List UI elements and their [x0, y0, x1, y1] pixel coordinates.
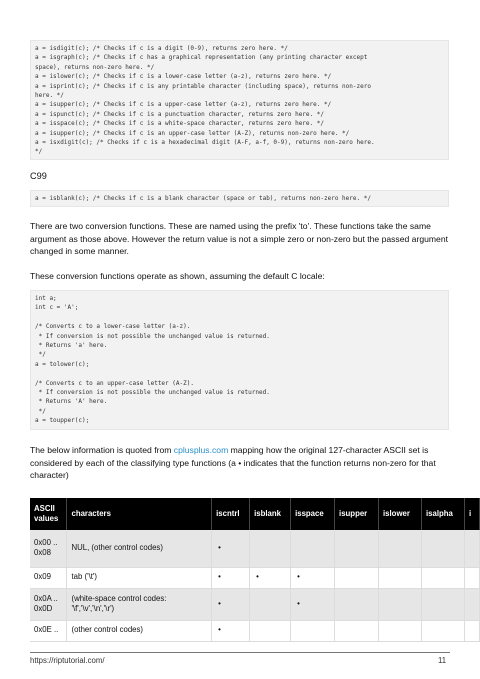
ascii-value-cell: 0x0E .. — [30, 620, 67, 641]
code-line: a = isxdigit(c); /* Checks if c is a hexadecimal digit (A-F, a-f, 0-9), returns non-zero here. — [35, 138, 375, 146]
page-number: 11 — [438, 656, 447, 665]
code-line: /* Converts c to a lower-case letter (a-z). — [35, 323, 191, 331]
code-line — [35, 313, 444, 322]
flag-cell — [335, 567, 379, 588]
code-line: a = tolower(c); — [35, 360, 90, 368]
flag-cell — [421, 620, 464, 641]
characters-cell: (other control codes) — [67, 620, 212, 641]
code-line: * Returns 'a' here. — [35, 341, 108, 349]
code-line: here. */ — [35, 91, 64, 99]
code-line: */ — [35, 351, 46, 359]
code-line: int a; — [35, 295, 57, 302]
flag-cell: • — [212, 530, 250, 567]
flag-cell — [250, 530, 291, 567]
column-header: i — [464, 498, 479, 530]
flag-cell — [464, 567, 479, 588]
code-block-classifiers — [30, 40, 449, 160]
code-line: a = isupper(c); /* Checks if c is an upper-case letter (A-Z), returns non-zero here. */ — [35, 129, 350, 137]
column-header: isspace — [291, 498, 335, 530]
paragraph-conversion-locale: These conversion functions operate as shown, assuming the default C locale: — [30, 271, 325, 281]
flag-cell — [250, 588, 291, 620]
code-line: a = isblank(c); /* Checks if c is a blank character (space or tab), returns non-zero here. */ — [35, 195, 371, 202]
characters-cell: tab ('\t') — [67, 567, 212, 588]
column-header: isupper — [335, 498, 379, 530]
table-row — [30, 567, 480, 588]
ascii-value-cell: 0x09 — [30, 567, 67, 588]
table-row — [30, 588, 480, 620]
code-line: space), returns non-zero here. */ — [35, 63, 155, 71]
section-heading-c99: C99 — [30, 171, 47, 181]
code-block-isblank — [30, 190, 449, 207]
characters-cell: NUL, (other control codes) — [67, 530, 212, 567]
code-line — [35, 369, 444, 378]
code-line: a = isdigit(c); /* Checks if c is a digit (0-9), returns zero here. */ — [35, 45, 288, 52]
flag-cell — [379, 530, 422, 567]
code-line: * Returns 'A' here. — [35, 398, 108, 406]
flag-cell — [291, 620, 335, 641]
footer-divider — [30, 652, 450, 653]
flag-cell: • — [291, 588, 335, 620]
flag-cell — [379, 588, 422, 620]
column-header: ASCII values — [30, 498, 67, 530]
code-line: a = toupper(c); — [35, 417, 90, 425]
flag-cell — [250, 620, 291, 641]
code-line: a = islower(c); /* Checks if c is a lower-case letter (a-z), returns zero here. */ — [35, 73, 332, 81]
table-header-row — [30, 498, 480, 530]
characters-cell: (white-space control codes: '\f','\v','\n','\r') — [67, 588, 212, 620]
code-line: */ — [35, 148, 43, 156]
paragraph-conversion-intro: There are two conversion functions. These are named using the prefix 'to'. These functions take the same argument as those above. However the return value is not a simple zero or non-zero but the passed argument changed in some manner. — [30, 221, 448, 257]
flag-cell — [464, 620, 479, 641]
code-line: a = isprint(c); /* Checks if c is any printable character (including space), returns non-zero — [35, 82, 371, 90]
table-row — [30, 620, 480, 641]
cplusplus-link[interactable]: cplusplus.com — [173, 445, 229, 455]
column-header: characters — [67, 498, 212, 530]
flag-cell — [379, 567, 422, 588]
flag-cell — [291, 530, 335, 567]
footer-url[interactable]: https://riptutorial.com/ — [30, 656, 105, 665]
quote-text-before: The below information is quoted from — [30, 445, 174, 455]
flag-cell — [421, 530, 464, 567]
flag-cell — [335, 530, 379, 567]
code-line: * If conversion is not possible the unchanged value is returned. — [35, 388, 270, 396]
flag-cell — [335, 588, 379, 620]
code-block-conversion — [30, 290, 449, 430]
paragraph-cplusplus-quote — [30, 444, 455, 482]
code-line: * If conversion is not possible the unchanged value is returned. — [35, 332, 270, 340]
code-line: a = isupper(c); /* Checks if c is a upper-case letter (a-z), returns zero here. */ — [35, 101, 332, 109]
column-header: isblank — [250, 498, 291, 530]
flag-cell: • — [212, 588, 250, 620]
ascii-value-cell: 0x0A .. 0x0D — [30, 588, 67, 620]
code-line: int c = 'A'; — [35, 304, 79, 312]
flag-cell — [421, 567, 464, 588]
flag-cell — [421, 588, 464, 620]
flag-cell — [335, 620, 379, 641]
flag-cell — [379, 620, 422, 641]
ascii-classification-table — [30, 498, 480, 642]
flag-cell: • — [212, 567, 250, 588]
code-line: a = ispunct(c); /* Checks if c is a punctuation character, returns zero here. */ — [35, 110, 324, 118]
column-header: iscntrl — [212, 498, 250, 530]
code-line: */ — [35, 407, 46, 415]
column-header: isalpha — [421, 498, 464, 530]
flag-cell: • — [291, 567, 335, 588]
flag-cell: • — [250, 567, 291, 588]
flag-cell — [464, 588, 479, 620]
code-line: a = isspace(c); /* Checks if c is a white-space character, returns zero here. */ — [35, 120, 324, 128]
quote-text-after: mapping how the original 127-character ASCII set is considered by each of the classifying type functions (a • indicates that the function returns non-zero for that character) — [30, 445, 436, 481]
flag-cell: • — [212, 620, 250, 641]
ascii-value-cell: 0x00 .. 0x08 — [30, 530, 67, 567]
flag-cell — [464, 530, 479, 567]
code-line: /* Converts c to an upper-case letter (A-Z). — [35, 379, 194, 387]
table-row — [30, 530, 480, 567]
column-header: islower — [379, 498, 422, 530]
code-line: a = isgraph(c); /* Checks if c has a graphical representation (any printing character except — [35, 54, 368, 62]
